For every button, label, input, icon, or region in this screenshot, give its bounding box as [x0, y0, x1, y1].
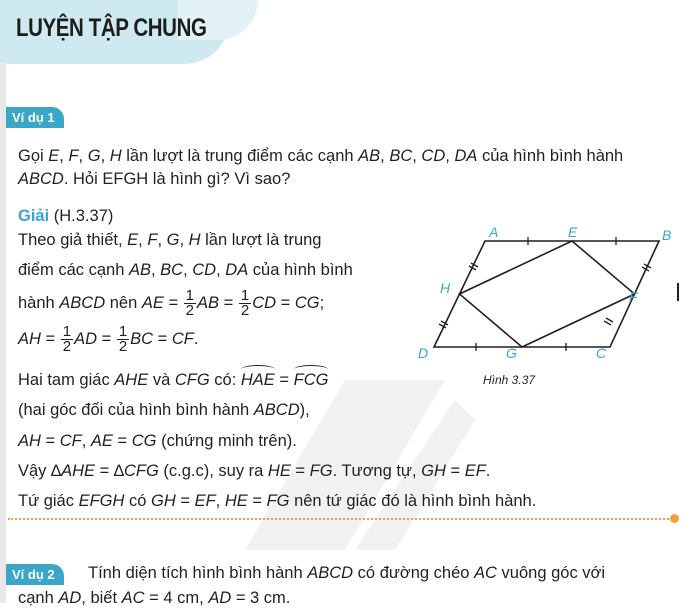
figure-parallelogram: [410, 224, 680, 388]
label-b: B: [662, 227, 672, 243]
example2-badge: Ví dụ 2: [6, 564, 64, 585]
solution-label: Giải: [18, 207, 50, 225]
section-divider: [8, 518, 676, 520]
label-d: D: [418, 345, 429, 361]
page-title: LUYỆN TẬP CHUNG: [16, 14, 207, 42]
solution-line2: điểm các cạnh AB, BC, CD, DA của hình bình: [18, 261, 353, 279]
solution-line6: (hai góc đối của hình bình hành ABCD),: [18, 401, 310, 419]
quadrilateral-efgh: [460, 241, 635, 347]
solution-heading: Giải (H.3.37): [18, 207, 114, 225]
page-margin-line: [0, 62, 6, 603]
fraction-half: $\frac{1}{2}$: [62, 323, 72, 356]
example1-badge: Ví dụ 1: [6, 107, 64, 128]
watermark-logo: [225, 360, 485, 560]
solution-line3: hành ABCD nên AE = $\frac{1}{2}$ AB = $\frac{1}{2}$ CD = CG;: [18, 287, 325, 320]
label-c: C: [596, 345, 607, 361]
fraction-half: $\frac{1}{2}$: [185, 287, 195, 320]
label-e: E: [568, 224, 578, 240]
angle-hae: HAE: [240, 371, 275, 389]
example2-line1: Tính diện tích hình bình hành ABCD có đường chéo AC vuông góc với: [88, 564, 606, 582]
solution-line8: Vậy ∆AHE = ∆CFG (c.g.c), suy ra HE = FG. Tương tự, GH = EF.: [18, 462, 491, 480]
label-f: F: [629, 289, 638, 305]
edge-mark: [677, 283, 679, 301]
label-h: H: [440, 280, 451, 296]
figure-caption: Hình 3.37: [483, 373, 536, 387]
solution-line7: AH = CF, AE = CG (chứng minh trên).: [18, 432, 297, 450]
angle-fcg: FCG: [293, 371, 329, 389]
parallelogram-abcd: [434, 241, 659, 347]
solution-line4: AH = $\frac{1}{2}$ AD = $\frac{1}{2}$ BC = CF.: [18, 323, 199, 356]
fraction-half: $\frac{1}{2}$: [240, 287, 250, 320]
solution-line9: Tứ giác EFGH có GH = EF, HE = FG nên tứ giác đó là hình bình hành.: [18, 492, 537, 510]
example1-problem-line2: ABCD. Hỏi EFGH là hình gì? Vì sao?: [18, 170, 291, 188]
solution-line1: Theo giả thiết, E, F, G, H lần lượt là trung: [18, 231, 322, 249]
divider-dot: [670, 514, 679, 523]
solution-line5: Hai tam giác AHE và CFG có: HAE = FCG: [18, 371, 329, 389]
example1-problem-line1: Gọi E, F, G, H lần lượt là trung điểm các cạnh AB, BC, CD, DA của hình bình hành: [18, 147, 624, 165]
fraction-half: $\frac{1}{2}$: [118, 323, 128, 356]
label-a: A: [489, 224, 499, 240]
example2-line2: cạnh AD, biết AC = 4 cm, AD = 3 cm.: [18, 589, 291, 607]
label-g: G: [506, 345, 517, 361]
